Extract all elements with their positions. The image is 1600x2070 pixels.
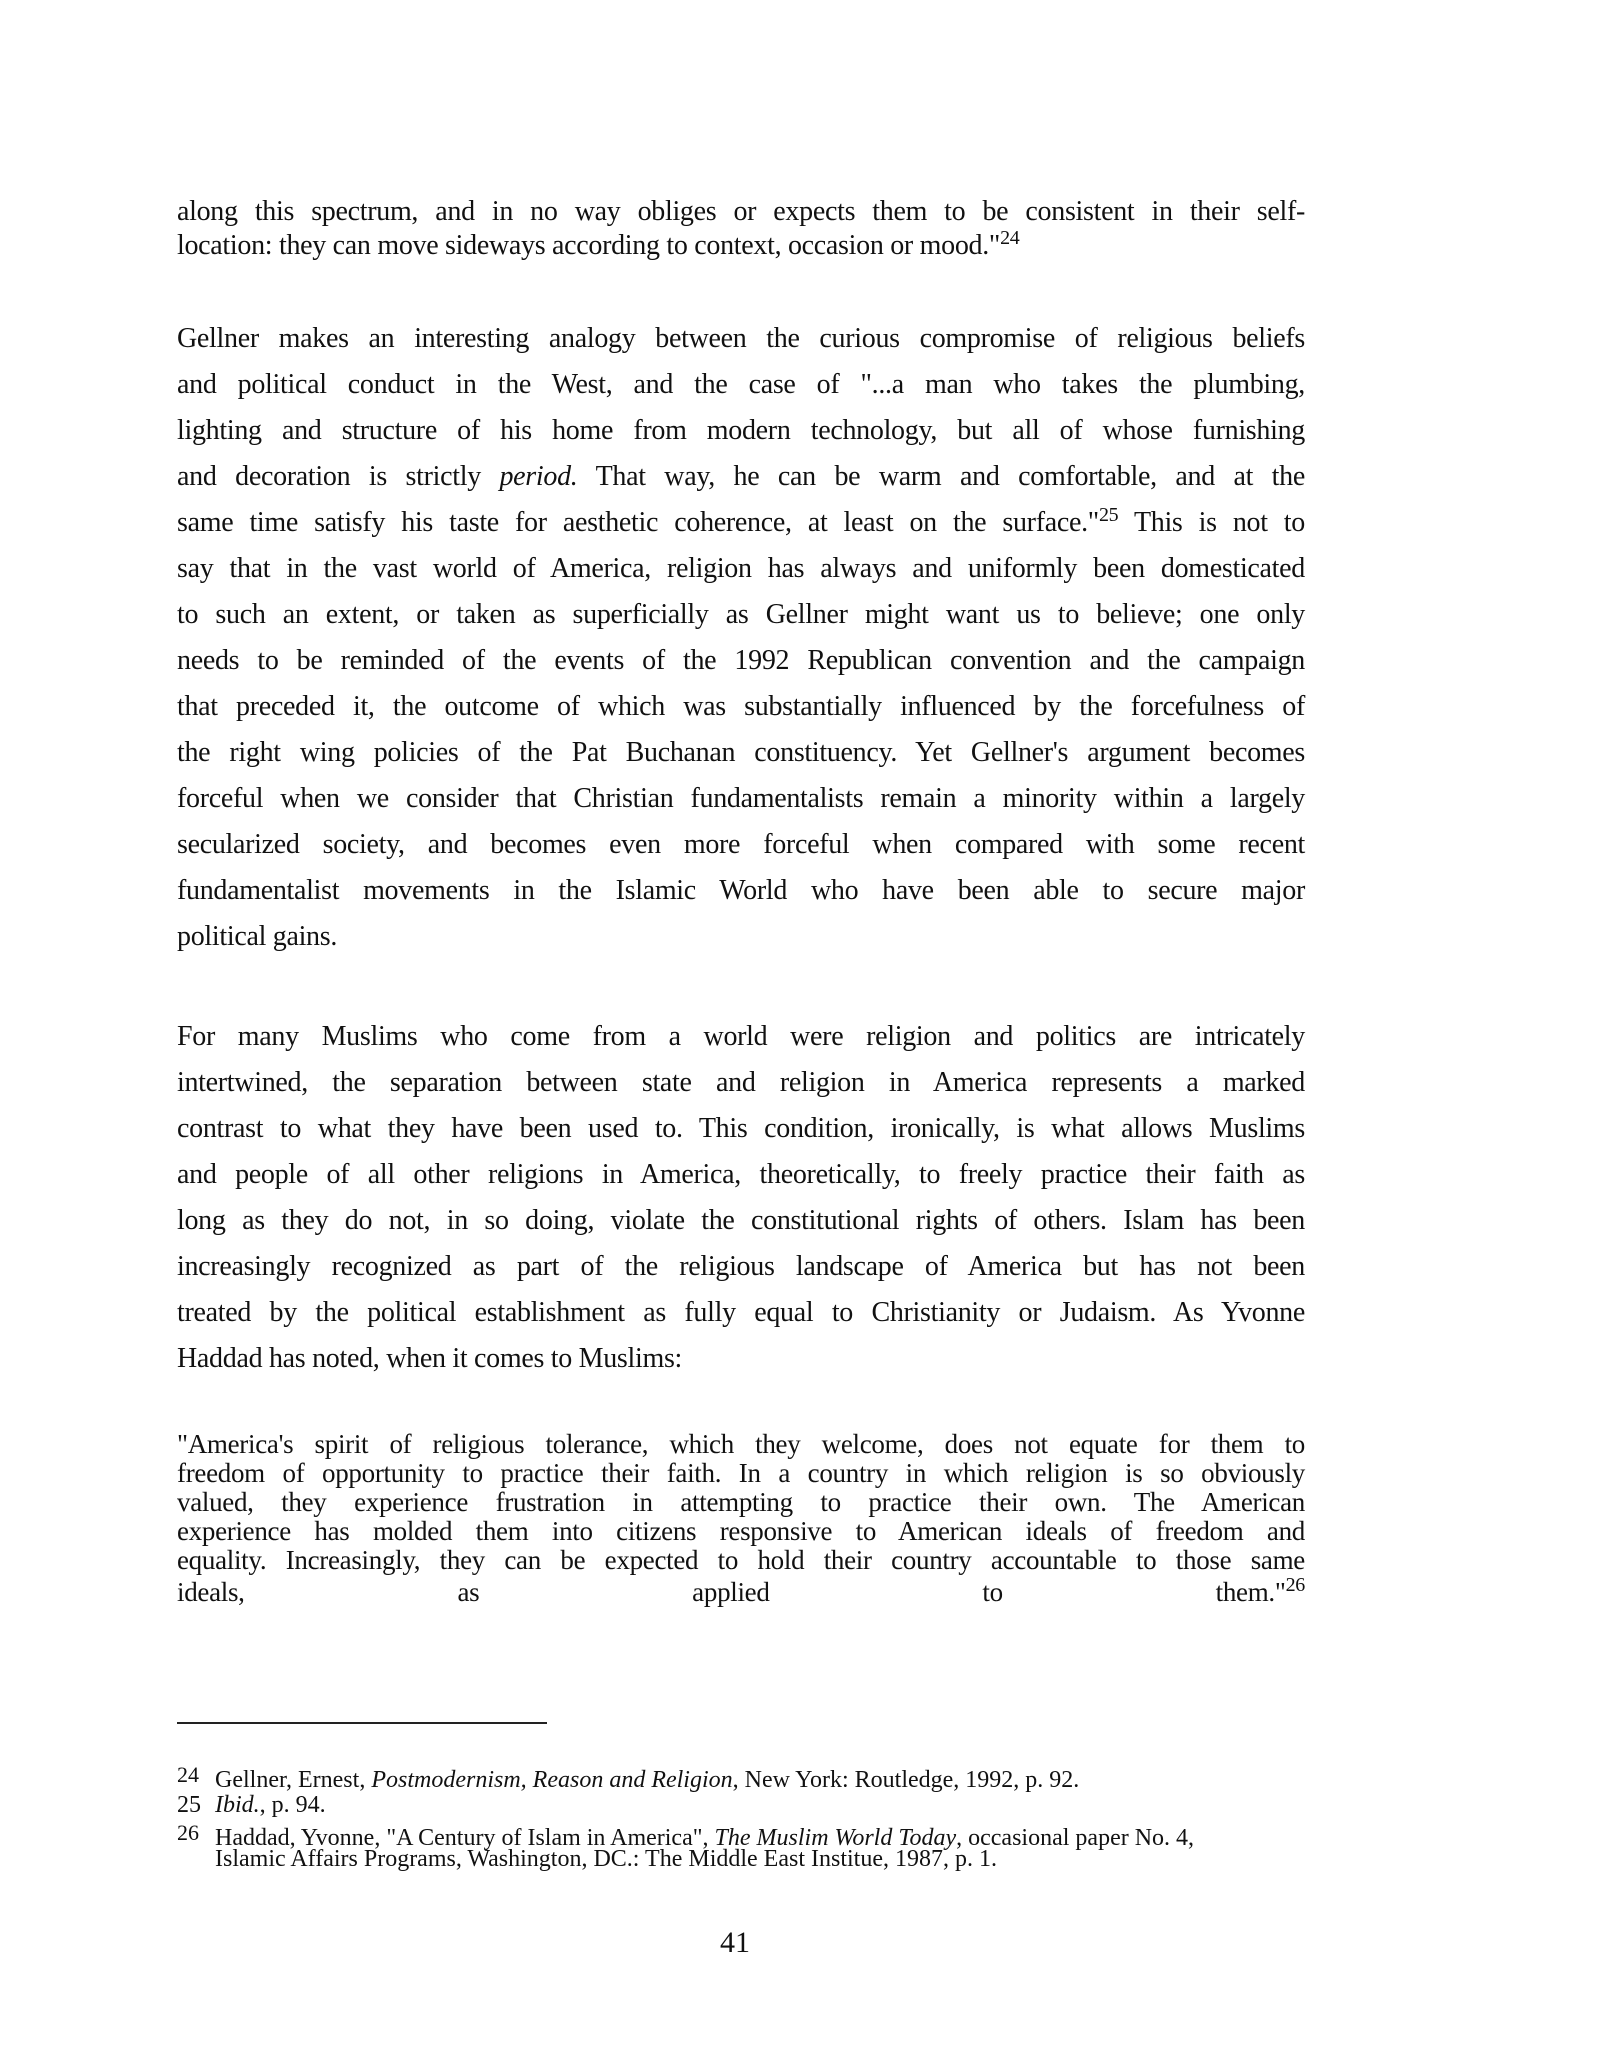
text-line: and political conduct in the West, and the case of "...a man who takes the plumbing, bbox=[177, 369, 1305, 400]
footnote-ref-25[interactable]: 25 bbox=[1098, 504, 1119, 526]
footnote-26-continuation: Islamic Affairs Programs, Washington, DC.: The Middle East Institue, 1987, p. 1. bbox=[215, 1846, 997, 1872]
text-line: lighting and structure of his home from modern technology, but all of whose furnishing bbox=[177, 415, 1305, 446]
text-line: contrast to what they have been used to. This condition, ironically, is what allows Muslims bbox=[177, 1113, 1305, 1144]
text-line: and people of all other religions in America, theoretically, to freely practice their faith as bbox=[177, 1159, 1305, 1190]
text-line: treated by the political establishment as fully equal to Christianity or Judaism. As Yvonne bbox=[177, 1297, 1305, 1328]
footnote-24: 24 Gellner, Ernest, Postmodernism, Reason and Religion, New York: Routledge, 1992, p. 92. bbox=[177, 1762, 1080, 1793]
text-line: forceful when we consider that Christian fundamentalists remain a minority within a largely bbox=[177, 783, 1305, 814]
footnote-number: 26 bbox=[177, 1820, 199, 1845]
footnote-number: 25 bbox=[177, 1792, 201, 1818]
italic-emphasis: period. bbox=[499, 461, 578, 492]
text-line: fundamentalist movements in the Islamic World who have been able to secure major bbox=[177, 875, 1305, 906]
text-line: increasingly recognized as part of the religious landscape of America but has not been bbox=[177, 1251, 1305, 1282]
text-line: intertwined, the separation between state and religion in America represents a marked bbox=[177, 1067, 1305, 1098]
text-line: the right wing policies of the Pat Buchanan constituency. Yet Gellner's argument becomes bbox=[177, 737, 1305, 768]
text-line: long as they do not, in so doing, violate the constitutional rights of others. Islam has been bbox=[177, 1205, 1305, 1236]
text-line: that preceded it, the outcome of which was substantially influenced by the forcefulness of bbox=[177, 691, 1305, 722]
footnote-divider bbox=[177, 1722, 547, 1724]
page-number: 41 bbox=[720, 1926, 750, 1959]
quote-line: experience has molded them into citizens responsive to American ideals of freedom and bbox=[177, 1516, 1305, 1546]
text-line: For many Muslims who come from a world were religion and politics are intricately bbox=[177, 1021, 1305, 1052]
quote-line: freedom of opportunity to practice their faith. In a country in which religion is so obviously bbox=[177, 1458, 1305, 1488]
footnote-ref-26[interactable]: 26 bbox=[1285, 1574, 1305, 1596]
text-line: secularized society, and becomes even more forceful when compared with some recent bbox=[177, 829, 1305, 860]
text-line: along this spectrum, and in no way obliges or expects them to be consistent in their self- bbox=[177, 196, 1305, 227]
text-line: location: they can move sideways according to context, occasion or mood."$^{24}$ bbox=[177, 227, 1020, 261]
quote-line: equality. Increasingly, they can be expected to hold their country accountable to those same bbox=[177, 1545, 1305, 1575]
quote-line: valued, they experience frustration in attempting to practice their own. The American bbox=[177, 1487, 1305, 1517]
text-line: to such an extent, or taken as superficially as Gellner might want us to believe; one only bbox=[177, 599, 1305, 630]
text-line: same time satisfy his taste for aesthetic coherence, at least on the surface."$^{25}$ This is not to bbox=[177, 504, 1305, 538]
text-line: and decoration is strictly period. That way, he can be warm and comfortable, and at the bbox=[177, 461, 1305, 492]
text-line: needs to be reminded of the events of the 1992 Republican convention and the campaign bbox=[177, 645, 1305, 676]
footnote-26: 26 Haddad, Yvonne, "A Century of Islam in America", The Muslim World Today, occasional paper No. 4, bbox=[177, 1820, 1195, 1851]
quote-line: "America's spirit of religious tolerance, which they welcome, does not equate for them to bbox=[177, 1429, 1305, 1459]
quote-line: ideals, as applied to them."$^{26}$ bbox=[177, 1574, 1305, 1607]
text-line: Haddad has noted, when it comes to Muslims: bbox=[177, 1343, 683, 1374]
footnote-ref-24[interactable]: 24 bbox=[1000, 227, 1020, 249]
text-line: say that in the vast world of America, religion has always and uniformly been domesticated bbox=[177, 553, 1305, 584]
text-line: political gains. bbox=[177, 921, 338, 952]
footnote-25: 25 Ibid., p. 94. bbox=[177, 1792, 326, 1818]
text-line: Gellner makes an interesting analogy between the curious compromise of religious beliefs bbox=[177, 323, 1305, 354]
footnote-number: 24 bbox=[177, 1762, 199, 1787]
